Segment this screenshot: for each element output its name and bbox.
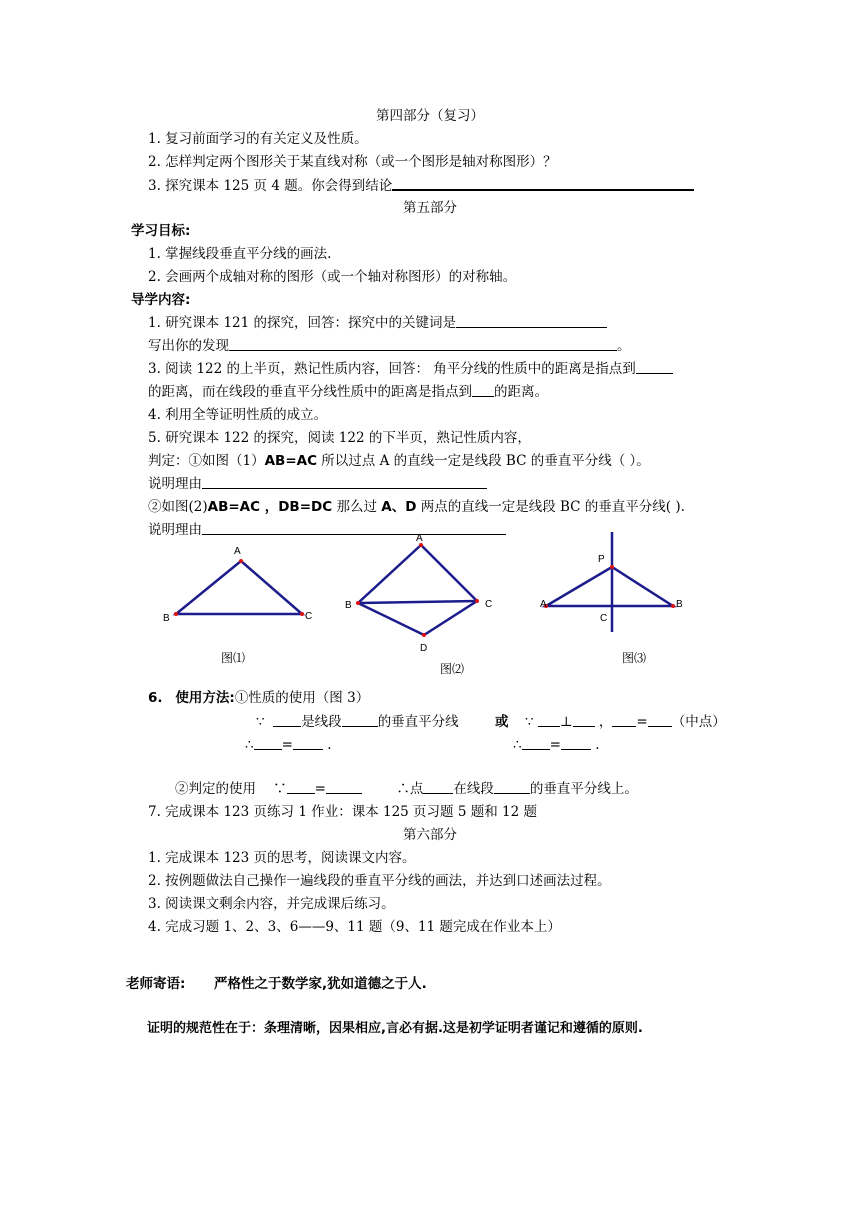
reason-2-label: 说明理由	[148, 522, 202, 538]
judge-1-pre: 判定：①如图（1）	[148, 453, 265, 469]
segment-blank[interactable]	[342, 714, 378, 727]
figure-1	[163, 546, 312, 624]
part6-item-2: 2. 按例题做法自己操作一遍线段的垂直平分线的画法，并达到口述画法过程。	[148, 873, 611, 889]
point-b	[356, 601, 360, 605]
judge-2-post: 两点的直线一定是线段 BC 的垂直平分线( ).	[416, 499, 685, 515]
point-a	[239, 559, 243, 563]
because-symbol-3: ∵	[273, 781, 287, 797]
perp-blank-1[interactable]	[538, 714, 560, 727]
usage-heading-line	[148, 690, 369, 706]
judge-usage-end: 的垂直平分线上。	[529, 781, 638, 797]
point-c	[475, 599, 479, 603]
distance-blank-2[interactable]	[472, 384, 494, 397]
figure-1-caption: 图⑴	[221, 651, 246, 665]
point-c	[300, 612, 304, 616]
judge-usage-line	[175, 781, 638, 797]
part4-item-2: 2. 怎样判定两个图形关于某直线对称（或一个图形是轴对称图形）？	[148, 154, 557, 170]
part6-item-1: 1. 完成课本 123 页的思考，阅读课文内容。	[148, 850, 416, 866]
item-7: 7. 完成课本 123 页练习 1 作业：课本 125 页习题 5 题和 12 题	[148, 804, 537, 820]
because-symbol-2: ∵	[525, 714, 534, 730]
guide-item-3-cont	[148, 384, 548, 400]
label-d: D	[420, 643, 428, 654]
therefore-line-2	[513, 737, 600, 753]
on-segment-word: 在线段	[453, 781, 494, 797]
period: .	[327, 737, 332, 753]
quadrilateral-abdc	[358, 545, 477, 635]
segment-blank-2[interactable]	[494, 781, 530, 794]
teacher-label: 老师寄语:	[126, 976, 186, 992]
segment-word: 是线段	[301, 714, 342, 730]
therefore-symbol: ∴	[513, 737, 522, 753]
part5-title: 第五部分	[403, 200, 457, 216]
guide-item-4: 4. 利用全等证明性质的成立。	[148, 407, 328, 423]
equals-sign: =	[636, 714, 648, 730]
equals-sign: =	[314, 781, 326, 797]
goals-heading: 学习目标:	[131, 223, 191, 239]
result-blank-3[interactable]	[522, 737, 550, 750]
therefore-symbol: ∴	[245, 737, 254, 753]
segment-bc	[358, 601, 477, 603]
period: .	[595, 737, 600, 753]
figure-2-caption: 图⑵	[440, 662, 465, 676]
guide-discovery	[148, 338, 631, 354]
perpendicular-symbol: ⊥	[559, 714, 573, 730]
result-blank-1[interactable]	[254, 737, 282, 750]
teacher-quote: 严格性之于数学家,犹如道德之于人.	[214, 976, 427, 992]
judge-2	[148, 499, 685, 515]
figure-3	[540, 532, 683, 632]
point-d	[422, 633, 426, 637]
point-p	[610, 565, 614, 569]
judge-2-pre: ②如图(2)	[148, 499, 208, 515]
discovery-blank[interactable]	[229, 338, 617, 351]
label-a: A	[540, 599, 547, 610]
midpoint-blank-1[interactable]	[612, 714, 636, 727]
usage-heading: 使用方法:	[175, 690, 235, 706]
guide-item-1-text: 1. 研究课本 121 的探究，回答：探究中的关键词是	[148, 315, 457, 331]
guide-item-3-text: 3. 阅读 122 的上半页，熟记性质内容，回答： 角平分线的性质中的距离是指点到	[148, 361, 636, 377]
equals-sign: =	[281, 737, 293, 753]
therefore-symbol-3: ∴	[396, 781, 410, 797]
triangle-pab	[546, 567, 673, 606]
label-b: B	[676, 599, 683, 610]
keyword-blank[interactable]	[456, 315, 607, 328]
part4-item-3-text: 3. 探究课本 125 页 4 题。你会得到结论	[148, 178, 393, 194]
reason-1-blank[interactable]	[202, 476, 487, 489]
guide-item-1	[148, 315, 607, 331]
judge-2-mid: 那么过	[332, 499, 382, 515]
or-word: 或	[495, 714, 509, 730]
because-symbol: ∵	[256, 714, 265, 730]
perp-blank-2[interactable]	[573, 714, 595, 727]
figure-3-caption: 图⑶	[622, 651, 647, 665]
part6-item-4: 4. 完成习题 1、2、3、6——9、11 题（9、11 题完成在作业本上）	[148, 919, 561, 935]
conclusion-blank[interactable]	[392, 177, 694, 191]
reason-1	[148, 476, 487, 492]
result-blank-4[interactable]	[561, 737, 591, 750]
proof-principle: 证明的规范性在于：条理清晰，因果相应,言必有据.这是初学证明者谨记和遵循的原则.	[147, 1021, 643, 1036]
label-c: C	[600, 613, 608, 624]
part4-item-1: 1. 复习前面学习的有关定义及性质。	[148, 131, 368, 147]
triangle-abc	[176, 561, 302, 614]
bisector-text: 的垂直平分线	[377, 714, 459, 730]
guide-item-5: 5. 研究课本 122 的探究，阅读 122 的下半页，熟记性质内容，	[148, 430, 531, 446]
midpoint-note: （中点）	[671, 714, 726, 730]
point-blank[interactable]	[423, 781, 453, 794]
reason-1-label: 说明理由	[148, 476, 202, 492]
point-b	[174, 612, 178, 616]
judge-blank-2[interactable]	[326, 781, 362, 794]
label-b: B	[163, 613, 170, 624]
discovery-label: 写出你的发现	[148, 338, 229, 354]
judge-1-condition: AB=AC	[264, 453, 317, 469]
judge-usage-label: ②判定的使用	[175, 781, 256, 797]
guide-item-3-end: 的距离。	[494, 384, 548, 400]
therefore-line-1	[245, 737, 332, 753]
label-b: B	[345, 600, 352, 611]
midpoint-blank-2[interactable]	[648, 714, 672, 727]
discovery-end: 。	[617, 338, 631, 354]
figure-2	[345, 533, 492, 654]
judge-blank-1[interactable]	[287, 781, 315, 794]
label-c: C	[305, 611, 313, 622]
label-a: A	[416, 533, 423, 544]
guide-item-3	[148, 361, 673, 377]
usage-alt-line	[525, 714, 726, 730]
part6-item-3: 3. 阅读课文剩余内容，并完成课后练习。	[148, 896, 395, 912]
label-c: C	[485, 599, 493, 610]
part4-item-3	[148, 177, 694, 194]
point-b	[671, 604, 675, 608]
judge-1	[148, 453, 650, 469]
judge-1-post: 所以过点 A 的直线一定是线段 BC 的垂直平分线（ ）。	[317, 453, 650, 469]
usage-property: ①性质的使用（图 3）	[234, 690, 370, 706]
label-p: P	[598, 554, 605, 565]
distance-blank-1[interactable]	[636, 361, 673, 374]
part6-title: 第六部分	[403, 827, 457, 843]
guide-heading: 导学内容:	[131, 292, 191, 308]
part4-title: 第四部分（复习）	[376, 108, 484, 124]
comma: ，	[598, 714, 613, 730]
equals-sign: =	[549, 737, 561, 753]
goal-1: 1. 掌握线段垂直平分线的画法.	[148, 246, 332, 262]
figures-panel	[0, 530, 860, 670]
result-blank-2[interactable]	[293, 737, 323, 750]
line-blank[interactable]	[273, 714, 301, 727]
judge-2-condition: AB=AC ，DB=DC	[207, 499, 333, 515]
judge-2-points: A、D	[381, 499, 417, 515]
goal-2: 2. 会画两个成轴对称的图形（或一个轴对称图形）的对称轴。	[148, 269, 517, 285]
usage-number: 6.	[148, 690, 163, 706]
guide-item-3-cont-text: 的距离，而在线段的垂直平分线性质中的距离是指点到	[148, 384, 472, 400]
usage-property-line	[256, 714, 459, 730]
label-a: A	[234, 546, 241, 557]
point-word: 点	[409, 781, 424, 797]
